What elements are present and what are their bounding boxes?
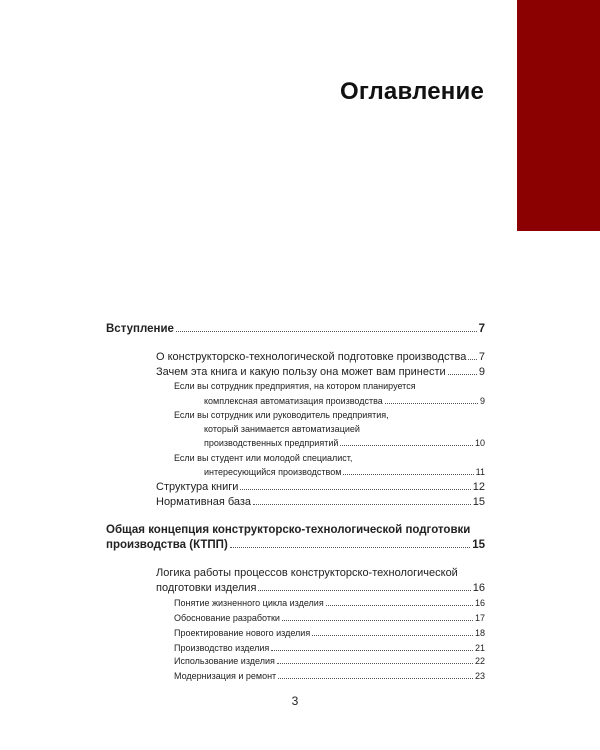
toc-entry[interactable] xyxy=(156,496,485,509)
toc-entry-chapter[interactable] xyxy=(106,539,485,552)
toc-leader xyxy=(468,359,476,360)
toc-page-number: 15 xyxy=(472,496,485,508)
toc-leader xyxy=(343,474,473,475)
toc-entry-label[interactable]: Если вы сотрудник или руководитель предприятия, xyxy=(174,410,389,420)
accent-bar xyxy=(517,0,600,231)
page-number: 3 xyxy=(291,694,299,708)
toc-page-number: 15 xyxy=(472,539,485,551)
toc-entry-label: производства (КТПП) xyxy=(106,539,228,551)
toc-page-number: 18 xyxy=(474,628,485,638)
toc-entry-label: О конструкторско-технологической подготовке производства xyxy=(156,351,467,363)
toc-entry-label: интересующийся производством xyxy=(204,467,342,477)
toc-page-number: 7 xyxy=(478,351,485,363)
toc-entry-label: Зачем эта книга и какую пользу она может вам принести xyxy=(156,366,446,378)
toc-entry[interactable] xyxy=(174,643,485,654)
toc-entry[interactable] xyxy=(156,351,485,364)
toc-entry-label: Понятие жизненного цикла изделия xyxy=(174,598,324,608)
toc-entry-label: Нормативная база xyxy=(156,496,252,508)
toc-entry-label[interactable]: который занимается автоматизацией xyxy=(204,424,360,434)
toc-entry-label: Модернизация и ремонт xyxy=(174,671,277,681)
toc-chapter-title[interactable]: Общая концепция конструкторско-технологической подготовки xyxy=(106,524,471,536)
toc-leader xyxy=(176,331,477,332)
toc-leader xyxy=(282,620,473,621)
toc-page-number: 7 xyxy=(478,323,485,335)
toc-entry[interactable] xyxy=(174,613,485,624)
toc-entry[interactable] xyxy=(174,628,485,639)
toc-entry[interactable] xyxy=(204,396,485,407)
toc-entry-label: подготовки изделия xyxy=(156,582,257,594)
toc-entry-label: Обоснование разработки xyxy=(174,613,280,623)
toc-page-number: 9 xyxy=(479,396,485,406)
toc-entry[interactable] xyxy=(204,438,485,449)
toc-page-number: 16 xyxy=(474,598,485,608)
toc-leader xyxy=(448,374,477,375)
toc-leader xyxy=(385,403,478,404)
toc-leader xyxy=(253,504,471,505)
toc-leader xyxy=(312,635,473,636)
toc-entry-label: Производство изделия xyxy=(174,643,270,653)
toc-entry[interactable] xyxy=(174,671,485,682)
toc-entry-label: Проектирование нового изделия xyxy=(174,628,311,638)
toc-entry-label: Вступление xyxy=(106,323,174,335)
toc-page-number: 22 xyxy=(474,656,485,666)
toc-entry[interactable] xyxy=(204,467,485,478)
toc-leader xyxy=(277,663,473,664)
toc-entry-label: Структура книги xyxy=(156,481,239,493)
toc-entry-label: Использование изделия xyxy=(174,656,275,666)
toc-entry-intro[interactable] xyxy=(106,323,485,336)
toc-page-number: 16 xyxy=(472,582,485,594)
toc-leader xyxy=(278,678,473,679)
toc-page-number: 11 xyxy=(475,467,485,477)
toc-leader xyxy=(258,590,470,591)
toc-entry[interactable] xyxy=(156,481,485,494)
toc-entry[interactable] xyxy=(174,656,485,667)
page-title: Оглавление xyxy=(340,78,484,105)
toc-leader xyxy=(240,489,470,490)
toc-leader xyxy=(271,650,473,651)
toc-entry-label: производственных предприятий xyxy=(204,438,339,448)
toc-leader xyxy=(230,547,470,548)
toc-leader xyxy=(340,445,473,446)
toc-entry[interactable] xyxy=(156,366,485,379)
toc-page-number: 9 xyxy=(478,366,485,378)
toc-entry[interactable] xyxy=(174,598,485,609)
toc-page-number: 23 xyxy=(474,671,485,681)
toc-page-number: 21 xyxy=(474,643,485,653)
toc-page-number: 12 xyxy=(472,481,485,493)
toc-entry-label: комплексная автоматизация производства xyxy=(204,396,383,406)
toc-entry-label[interactable]: Логика работы процессов конструкторско-технологической xyxy=(156,567,458,579)
toc-page-number: 10 xyxy=(474,438,485,448)
toc-entry-label[interactable]: Если вы студент или молодой специалист, xyxy=(174,453,353,463)
toc-entry[interactable] xyxy=(156,582,485,595)
toc-page-number: 17 xyxy=(474,613,485,623)
toc-entry-label[interactable]: Если вы сотрудник предприятия, на котором планируется xyxy=(174,381,416,391)
toc-leader xyxy=(326,605,473,606)
